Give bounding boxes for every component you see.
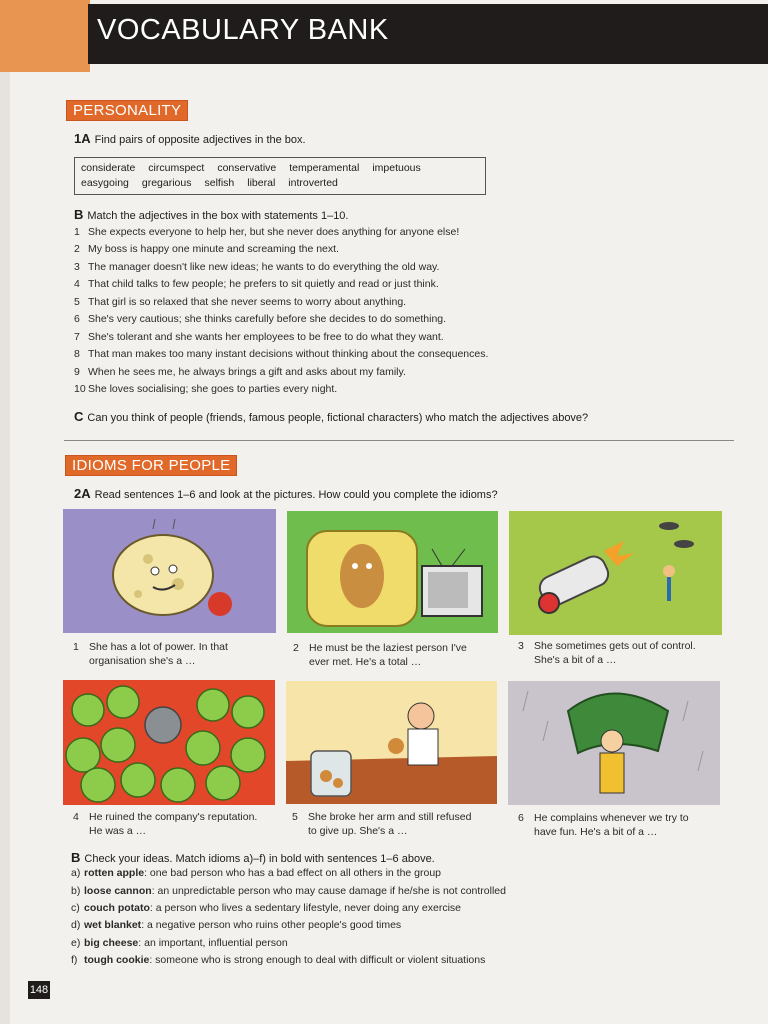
illustration-rotten-apple [63,680,275,805]
idiom-definition: e) big cheese: an important, influential person [71,937,288,949]
statement-item: 8 That man makes too many instant decisions without thinking about the consequences. [74,348,489,360]
box-word: circumspect [148,162,205,174]
exercise-1b-heading [74,207,348,222]
box-word: considerate [81,162,136,174]
statement-item: 5 That girl is so relaxed that she never seems to worry about anything. [74,296,407,308]
box-word: liberal [247,177,276,189]
box-word: introverted [288,177,338,189]
illustration-tough-cookie [286,681,497,804]
illustration-big-cheese [63,509,276,633]
illustration-wet-blanket [508,681,720,805]
exercise-letter: C [74,409,84,424]
exercise-number: 1A [74,131,91,146]
exercise-letter: B [74,207,84,222]
statement-item: 1 She expects everyone to help her, but she never does anything for anyone else! [74,226,460,238]
adjective-box [74,157,486,195]
exercise-instruction: Can you think of people (friends, famous people, fictional characters) who match the adjectives above? [87,412,589,424]
exercise-2a-heading [74,486,498,501]
exercise-2b-heading [71,850,435,865]
section-label-personality: PERSONALITY [66,100,188,121]
statement-item: 6 She's very cautious; she thinks carefully before she decides to do something. [74,313,447,325]
caption-5: 5 She broke her arm and still refused to give up. She's a … [292,811,472,837]
caption-4: 4 He ruined the company's reputation. He was a … [73,811,258,837]
statement-item: 3 The manager doesn't like new ideas; he wants to do everything the old way. [74,261,440,273]
exercise-instruction: Check your ideas. Match idioms a)–f) in bold with sentences 1–6 above. [84,853,435,865]
idiom-definition: f) tough cookie: someone who is strong enough to deal with difficult or violent situations [71,954,486,966]
caption-1: 1 She has a lot of power. In that organisation she's a … [73,641,228,667]
statement-item: 10 She loves socialising; she goes to parties every night. [74,383,338,395]
statement-item: 9 When he sees me, he always brings a gift and asks about my family. [74,366,406,378]
exercise-1c-heading [74,409,588,424]
exercise-1a-heading [74,131,306,146]
box-word: easygoing [81,177,129,189]
exercise-instruction: Read sentences 1–6 and look at the pictures. How could you complete the idioms? [94,489,498,501]
page-number: 148 [28,981,50,999]
statement-item: 7 She's tolerant and she wants her employees to be free to do what they want. [74,331,444,343]
box-word: impetuous [372,162,421,174]
exercise-letter: B [71,850,81,865]
corner-accent [0,0,90,72]
caption-3: 3 She sometimes gets out of control. She's a bit of a … [518,640,696,666]
statement-item: 4 That child talks to few people; he prefers to sit quietly and read or just think. [74,278,439,290]
illustration-loose-cannon [509,511,722,635]
page-title: VOCABULARY BANK [97,14,389,46]
exercise-number: 2A [74,486,91,501]
section-divider [64,440,734,441]
box-word: selfish [204,177,235,189]
box-word: conservative [217,162,277,174]
section-label-idioms: IDIOMS FOR PEOPLE [65,455,237,476]
idiom-definition: d) wet blanket: a negative person who ruins other people's good times [71,919,402,931]
idiom-definition: a) rotten apple: one bad person who has a bad effect on all others in the group [71,867,442,879]
page-spine [0,0,10,1024]
box-word: temperamental [289,162,360,174]
exercise-instruction: Match the adjectives in the box with statements 1–10. [87,210,349,222]
idiom-definition: b) loose cannon: an unpredictable person who may cause damage if he/she is not controlled [71,885,506,897]
caption-6: 6 He complains whenever we try to have fun. He's a bit of a … [518,812,689,838]
box-word: gregarious [141,177,192,189]
statement-item: 2 My boss is happy one minute and screaming the next. [74,243,339,255]
illustration-couch-potato [287,511,498,633]
exercise-instruction: Find pairs of opposite adjectives in the box. [94,134,306,146]
caption-2: 2 He must be the laziest person I've ever met. He's a total … [293,642,467,668]
idiom-definition: c) couch potato: a person who lives a sedentary lifestyle, never doing any exercise [71,902,462,914]
